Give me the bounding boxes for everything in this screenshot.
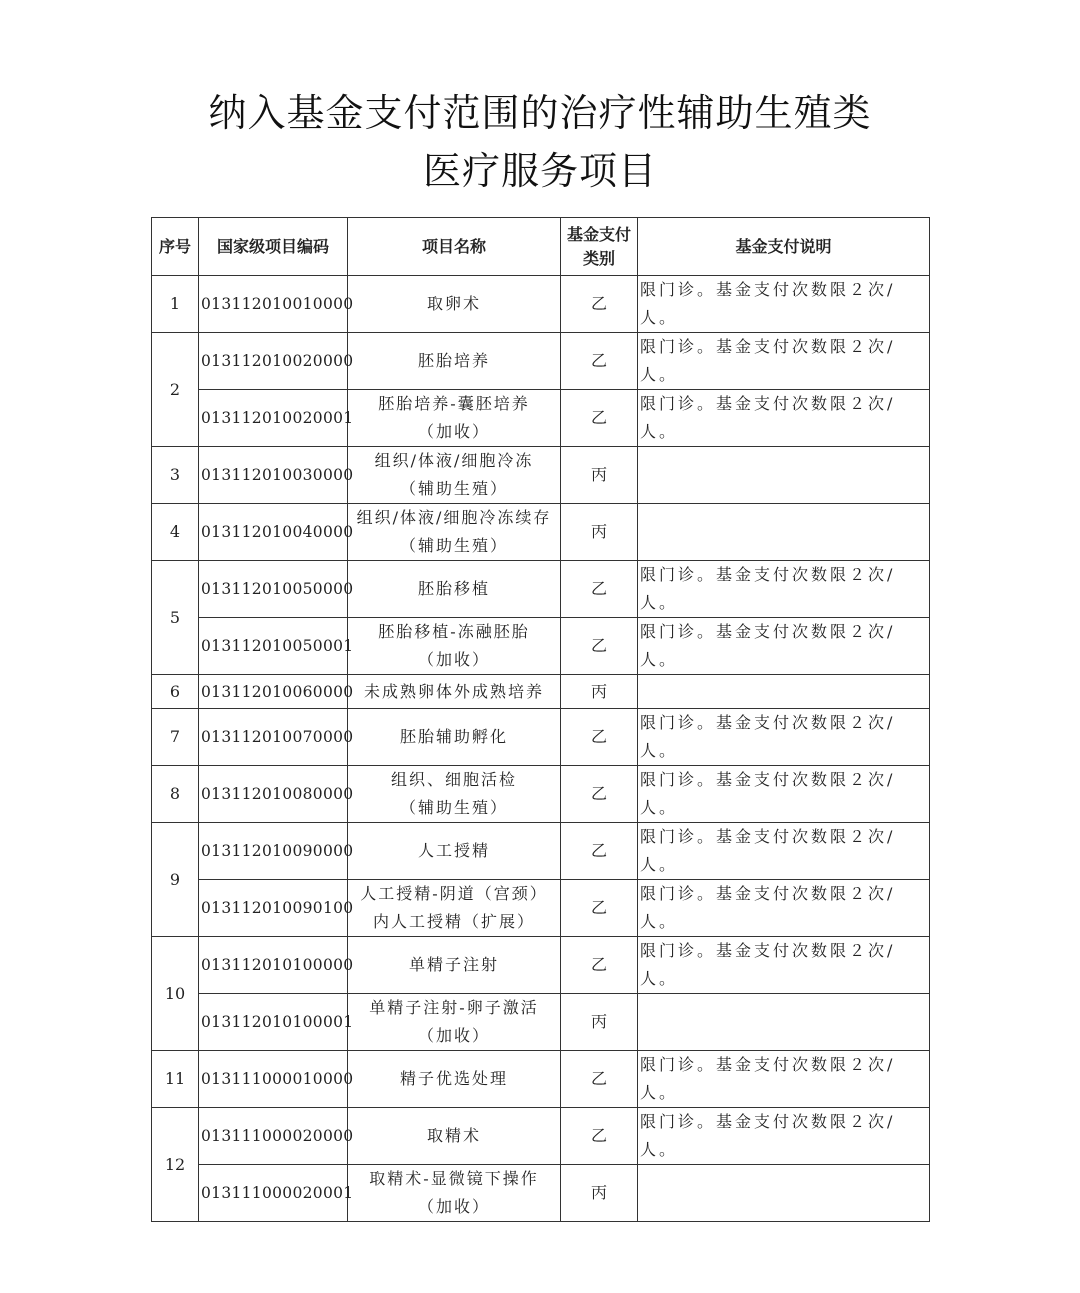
cell-name-line2: （辅助生殖） xyxy=(399,536,508,555)
cell-name xyxy=(348,333,561,390)
table-row xyxy=(152,390,930,447)
cell-code: 013112010020001 xyxy=(199,390,348,447)
cell-category: 乙 xyxy=(561,561,638,618)
cell-name-line2: （辅助生殖） xyxy=(399,479,508,498)
cell-note xyxy=(638,1165,930,1222)
table-row xyxy=(152,276,930,333)
cell-name xyxy=(348,880,561,937)
header-category xyxy=(561,218,638,276)
cell-code: 013112010100000 xyxy=(199,937,348,994)
cell-note xyxy=(638,766,930,823)
cell-note-line2: 人。 xyxy=(640,1083,679,1102)
header-seq: 序号 xyxy=(152,218,199,276)
cell-note-line1: 限门诊。基金支付次数限２次/ xyxy=(640,622,896,641)
table-row xyxy=(152,766,930,823)
cell-name xyxy=(348,675,561,709)
table-row xyxy=(152,709,930,766)
cell-note xyxy=(638,709,930,766)
cell-note-line2: 人。 xyxy=(640,422,679,441)
cell-seq: 12 xyxy=(152,1108,199,1222)
cell-name-line2: （加收） xyxy=(417,650,490,669)
cell-note-line1: 限门诊。基金支付次数限２次/ xyxy=(640,884,896,903)
cell-note-line1: 限门诊。基金支付次数限２次/ xyxy=(640,337,896,356)
cell-note xyxy=(638,1051,930,1108)
cell-note-line1: 限门诊。基金支付次数限２次/ xyxy=(640,770,896,789)
cell-name-line1: 组织、细胞活检 xyxy=(390,770,517,789)
document-title-line1: 纳入基金支付范围的治疗性辅助生殖类 xyxy=(208,91,872,135)
cell-name xyxy=(348,618,561,675)
cell-name-line1: 单精子注射 xyxy=(408,955,499,974)
header-category-line2: 类别 xyxy=(582,248,615,268)
table-row xyxy=(152,333,930,390)
table-header-row xyxy=(152,218,930,276)
cell-category: 乙 xyxy=(561,709,638,766)
cell-category: 乙 xyxy=(561,276,638,333)
cell-code: 013112010050000 xyxy=(199,561,348,618)
cell-name xyxy=(348,276,561,333)
cell-category: 乙 xyxy=(561,1051,638,1108)
cell-note xyxy=(638,880,930,937)
cell-name-line1: 胚胎辅助孵化 xyxy=(399,727,508,746)
cell-note-line1: 限门诊。基金支付次数限２次/ xyxy=(640,280,896,299)
cell-code: 013111000020000 xyxy=(199,1108,348,1165)
cell-note-line2: 人。 xyxy=(640,798,679,817)
cell-name-line2: （加收） xyxy=(417,422,490,441)
cell-name-line2: （辅助生殖） xyxy=(399,798,508,817)
cell-category: 丙 xyxy=(561,994,638,1051)
cell-code: 013112010090100 xyxy=(199,880,348,937)
cell-name-line1: 单精子注射-卵子激活 xyxy=(369,998,539,1017)
cell-name xyxy=(348,504,561,561)
cell-note-line1: 限门诊。基金支付次数限２次/ xyxy=(640,827,896,846)
cell-name-line1: 取卵术 xyxy=(426,294,481,313)
cell-name-line1: 胚胎移植-冻融胚胎 xyxy=(378,622,530,641)
cell-name xyxy=(348,1108,561,1165)
cell-seq: 11 xyxy=(152,1051,199,1108)
cell-category: 丙 xyxy=(561,675,638,709)
cell-category: 丙 xyxy=(561,1165,638,1222)
cell-note-line2: 人。 xyxy=(640,912,679,931)
cell-note-line2: 人。 xyxy=(640,855,679,874)
table-row xyxy=(152,937,930,994)
cell-seq: 6 xyxy=(152,675,199,709)
cell-name xyxy=(348,937,561,994)
cell-name xyxy=(348,994,561,1051)
cell-category: 乙 xyxy=(561,937,638,994)
header-category-line1: 基金支付 xyxy=(566,224,631,244)
cell-category: 乙 xyxy=(561,390,638,447)
cell-note-line2: 人。 xyxy=(640,1140,679,1159)
cell-name-line1: 胚胎移植 xyxy=(417,579,490,598)
cell-category: 乙 xyxy=(561,1108,638,1165)
cell-code: 013112010060000 xyxy=(199,675,348,709)
cell-name-line1: 取精术 xyxy=(426,1126,481,1145)
cell-name-line1: 未成熟卵体外成熟培养 xyxy=(363,681,544,701)
table-row xyxy=(152,675,930,709)
cell-note-line2: 人。 xyxy=(640,593,679,612)
cell-category: 乙 xyxy=(561,333,638,390)
cell-code: 013111000010000 xyxy=(199,1051,348,1108)
table-row xyxy=(152,880,930,937)
header-code: 国家级项目编码 xyxy=(199,218,348,276)
cell-name-line2: （加收） xyxy=(417,1026,490,1045)
cell-name xyxy=(348,1051,561,1108)
cell-name-line1: 胚胎培养 xyxy=(417,351,490,370)
cell-category: 乙 xyxy=(561,766,638,823)
cell-seq: 2 xyxy=(152,333,199,447)
table-row xyxy=(152,561,930,618)
cell-note xyxy=(638,994,930,1051)
cell-note xyxy=(638,504,930,561)
cell-name-line1: 人工授精 xyxy=(417,841,490,860)
cell-note-line2: 人。 xyxy=(640,969,679,988)
cell-code: 013112010010000 xyxy=(199,276,348,333)
cell-seq: 7 xyxy=(152,709,199,766)
cell-name xyxy=(348,390,561,447)
services-table xyxy=(151,217,930,1222)
cell-code: 013112010040000 xyxy=(199,504,348,561)
cell-category: 乙 xyxy=(561,880,638,937)
cell-note xyxy=(638,1108,930,1165)
cell-code: 013112010020000 xyxy=(199,333,348,390)
cell-name-line1: 胚胎培养-囊胚培养 xyxy=(378,394,530,413)
cell-name-line1: 组织/体液/细胞冷冻续存 xyxy=(356,508,552,527)
cell-name-line2: （加收） xyxy=(417,1197,490,1216)
cell-code: 013112010100001 xyxy=(199,994,348,1051)
table-row xyxy=(152,1108,930,1165)
cell-note xyxy=(638,823,930,880)
cell-category: 丙 xyxy=(561,504,638,561)
cell-note xyxy=(638,561,930,618)
cell-note-line2: 人。 xyxy=(640,308,679,327)
cell-category: 丙 xyxy=(561,447,638,504)
cell-code: 013112010080000 xyxy=(199,766,348,823)
cell-code: 013112010070000 xyxy=(199,709,348,766)
cell-name xyxy=(348,709,561,766)
table-row xyxy=(152,1165,930,1222)
cell-category: 乙 xyxy=(561,618,638,675)
cell-note xyxy=(638,675,930,709)
cell-note-line1: 限门诊。基金支付次数限２次/ xyxy=(640,941,896,960)
cell-seq: 8 xyxy=(152,766,199,823)
cell-note xyxy=(638,390,930,447)
table-row xyxy=(152,823,930,880)
cell-code: 013112010030000 xyxy=(199,447,348,504)
table-row xyxy=(152,447,930,504)
cell-name-line2: 内人工授精（扩展） xyxy=(372,912,535,931)
document-title-line2: 医疗服务项目 xyxy=(422,149,657,193)
cell-name xyxy=(348,1165,561,1222)
cell-name xyxy=(348,823,561,880)
cell-name-line1: 取精术-显微镜下操作 xyxy=(369,1169,539,1188)
table-row xyxy=(152,504,930,561)
cell-note xyxy=(638,333,930,390)
table-row xyxy=(152,618,930,675)
cell-name xyxy=(348,561,561,618)
cell-category: 乙 xyxy=(561,823,638,880)
cell-name-line1: 组织/体液/细胞冷冻 xyxy=(374,451,534,470)
cell-code: 013112010050001 xyxy=(199,618,348,675)
cell-seq: 1 xyxy=(152,276,199,333)
cell-name xyxy=(348,447,561,504)
cell-seq: 10 xyxy=(152,937,199,1051)
cell-name-line1: 人工授精-阴道（宫颈） xyxy=(360,884,548,903)
cell-note-line1: 限门诊。基金支付次数限２次/ xyxy=(640,713,896,732)
header-note: 基金支付说明 xyxy=(638,218,930,276)
cell-note xyxy=(638,447,930,504)
cell-note xyxy=(638,618,930,675)
cell-code: 013112010090000 xyxy=(199,823,348,880)
table-row xyxy=(152,1051,930,1108)
cell-seq: 4 xyxy=(152,504,199,561)
cell-note-line2: 人。 xyxy=(640,741,679,760)
cell-note-line2: 人。 xyxy=(640,365,679,384)
cell-note-line1: 限门诊。基金支付次数限２次/ xyxy=(640,1112,896,1131)
table-row xyxy=(152,994,930,1051)
cell-note-line2: 人。 xyxy=(640,650,679,669)
cell-name xyxy=(348,766,561,823)
cell-note-line1: 限门诊。基金支付次数限２次/ xyxy=(640,565,896,584)
cell-seq: 9 xyxy=(152,823,199,937)
header-name: 项目名称 xyxy=(348,218,561,276)
cell-note xyxy=(638,276,930,333)
cell-name-line1: 精子优选处理 xyxy=(399,1069,508,1088)
cell-note xyxy=(638,937,930,994)
cell-code: 013111000020001 xyxy=(199,1165,348,1222)
cell-note-line1: 限门诊。基金支付次数限２次/ xyxy=(640,1055,896,1074)
cell-note-line1: 限门诊。基金支付次数限２次/ xyxy=(640,394,896,413)
cell-seq: 3 xyxy=(152,447,199,504)
cell-seq: 5 xyxy=(152,561,199,675)
